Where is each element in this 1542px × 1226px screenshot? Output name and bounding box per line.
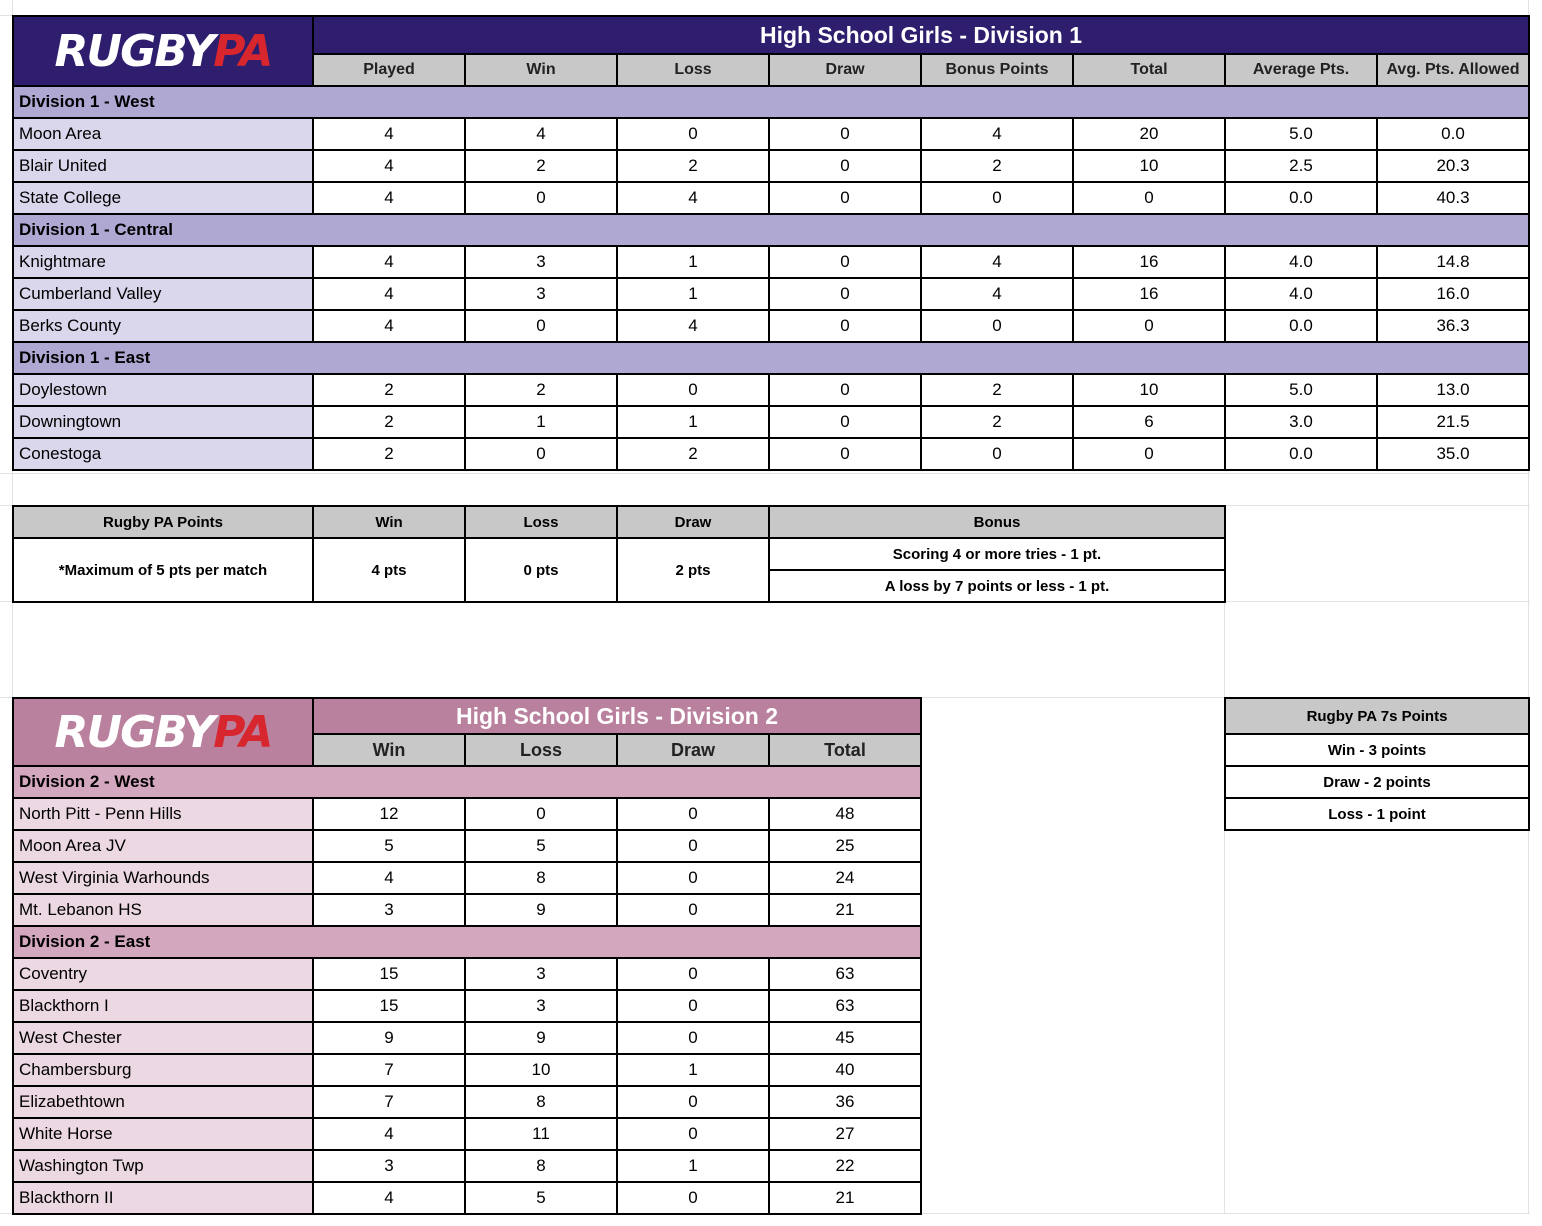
division-2-table <box>12 697 922 1215</box>
division-2-title: High School Girls - Division 2 <box>313 698 921 734</box>
table-row <box>13 246 1529 278</box>
stat-cell: 0.0 <box>1225 182 1377 214</box>
stat-cell: 4 <box>617 182 769 214</box>
sevens-points-table <box>1224 697 1530 831</box>
stat-cell: 2 <box>617 150 769 182</box>
column-header: Avg. Pts. Allowed <box>1377 54 1529 86</box>
stat-cell: 10 <box>465 1054 617 1086</box>
team-name: Blackthorn I <box>13 990 313 1022</box>
stat-cell: 4 <box>617 310 769 342</box>
sevens-win-points: Win - 3 points <box>1225 734 1529 766</box>
stat-cell: 0 <box>769 246 921 278</box>
section-title: Division 1 - Central <box>13 214 1529 246</box>
section-title: Division 2 - West <box>13 766 921 798</box>
stat-cell: 0 <box>769 182 921 214</box>
column-header: Loss <box>617 54 769 86</box>
table-row <box>13 406 1529 438</box>
stat-cell: 16.0 <box>1377 278 1529 310</box>
section-title: Division 1 - East <box>13 342 1529 374</box>
draw-points: 2 pts <box>617 538 769 602</box>
team-name: Coventry <box>13 958 313 990</box>
stat-cell: 15 <box>313 990 465 1022</box>
stat-cell: 0 <box>617 798 769 830</box>
stat-cell: 5 <box>465 830 617 862</box>
rugby-pa-points-table <box>12 505 1226 603</box>
stat-cell: 0 <box>769 374 921 406</box>
logo-text-rugby: RUGBY <box>54 706 214 758</box>
table-row <box>13 310 1529 342</box>
table-row <box>13 1118 921 1150</box>
stat-cell: 2.5 <box>1225 150 1377 182</box>
stat-cell: 0 <box>617 990 769 1022</box>
stat-cell: 21 <box>769 1182 921 1214</box>
stat-cell: 0 <box>769 150 921 182</box>
stat-cell: 3 <box>313 894 465 926</box>
stat-cell: 8 <box>465 1150 617 1182</box>
stat-cell: 6 <box>1073 406 1225 438</box>
sevens-loss-points: Loss - 1 point <box>1225 798 1529 830</box>
stat-cell: 0 <box>617 1022 769 1054</box>
stat-cell: 0 <box>1073 310 1225 342</box>
team-name: State College <box>13 182 313 214</box>
stat-cell: 9 <box>313 1022 465 1054</box>
table-row <box>13 862 921 894</box>
stat-cell: 4 <box>313 150 465 182</box>
stat-cell: 0 <box>617 894 769 926</box>
rugby-pa-logo <box>13 16 313 86</box>
stat-cell: 5.0 <box>1225 374 1377 406</box>
stat-cell: 4 <box>313 310 465 342</box>
stat-cell: 0 <box>769 438 921 470</box>
stat-cell: 5 <box>465 1182 617 1214</box>
team-name: North Pitt - Penn Hills <box>13 798 313 830</box>
bonus-tries: Scoring 4 or more tries - 1 pt. <box>769 538 1225 570</box>
column-header: Win <box>313 734 465 766</box>
stat-cell: 0 <box>769 406 921 438</box>
stat-cell: 27 <box>769 1118 921 1150</box>
stat-cell: 40 <box>769 1054 921 1086</box>
max-points-note: *Maximum of 5 pts per match <box>13 538 313 602</box>
stat-cell: 0 <box>617 1182 769 1214</box>
bonus-close-loss: A loss by 7 points or less - 1 pt. <box>769 570 1225 602</box>
stat-cell: 4 <box>313 1118 465 1150</box>
team-name: Moon Area JV <box>13 830 313 862</box>
stat-cell: 35.0 <box>1377 438 1529 470</box>
table-row <box>13 958 921 990</box>
section-row <box>13 766 921 798</box>
stat-cell: 4 <box>313 118 465 150</box>
stat-cell: 21.5 <box>1377 406 1529 438</box>
stat-cell: 0 <box>769 118 921 150</box>
stat-cell: 0 <box>617 1086 769 1118</box>
stat-cell: 3 <box>313 1150 465 1182</box>
stat-cell: 2 <box>313 374 465 406</box>
stat-cell: 2 <box>313 406 465 438</box>
win-points: 4 pts <box>313 538 465 602</box>
stat-cell: 3 <box>465 990 617 1022</box>
table-row <box>13 374 1529 406</box>
stat-cell: 1 <box>617 406 769 438</box>
stat-cell: 12 <box>313 798 465 830</box>
column-header: Win <box>465 54 617 86</box>
stat-cell: 4 <box>921 246 1073 278</box>
team-name: Blair United <box>13 150 313 182</box>
points-header: Rugby PA Points <box>13 506 313 538</box>
stat-cell: 15 <box>313 958 465 990</box>
table-row <box>13 182 1529 214</box>
stat-cell: 16 <box>1073 246 1225 278</box>
team-name: Berks County <box>13 310 313 342</box>
stat-cell: 2 <box>313 438 465 470</box>
column-header: Played <box>313 54 465 86</box>
stat-cell: 1 <box>617 246 769 278</box>
stat-cell: 4.0 <box>1225 246 1377 278</box>
stat-cell: 13.0 <box>1377 374 1529 406</box>
team-name: Doylestown <box>13 374 313 406</box>
stat-cell: 2 <box>921 374 1073 406</box>
team-name: Elizabethtown <box>13 1086 313 1118</box>
stat-cell: 3 <box>465 278 617 310</box>
stat-cell: 7 <box>313 1054 465 1086</box>
stat-cell: 3 <box>465 246 617 278</box>
stat-cell: 0 <box>921 438 1073 470</box>
team-name: White Horse <box>13 1118 313 1150</box>
stat-cell: 2 <box>465 150 617 182</box>
stat-cell: 36 <box>769 1086 921 1118</box>
section-title: Division 1 - West <box>13 86 1529 118</box>
stat-cell: 16 <box>1073 278 1225 310</box>
points-header: Win <box>313 506 465 538</box>
team-name: Mt. Lebanon HS <box>13 894 313 926</box>
stat-cell: 25 <box>769 830 921 862</box>
stat-cell: 0 <box>617 118 769 150</box>
column-header: Bonus Points <box>921 54 1073 86</box>
section-row <box>13 342 1529 374</box>
stat-cell: 3.0 <box>1225 406 1377 438</box>
stat-cell: 0 <box>1073 438 1225 470</box>
stat-cell: 0 <box>465 310 617 342</box>
stat-cell: 2 <box>617 438 769 470</box>
grid-line <box>0 473 1530 474</box>
stat-cell: 0 <box>617 830 769 862</box>
stat-cell: 0 <box>617 862 769 894</box>
team-name: Downingtown <box>13 406 313 438</box>
logo-text-pa: PA <box>213 706 272 758</box>
column-header: Total <box>1073 54 1225 86</box>
stat-cell: 4 <box>313 246 465 278</box>
section-title: Division 2 - East <box>13 926 921 958</box>
stat-cell: 0 <box>465 798 617 830</box>
table-row <box>13 798 921 830</box>
team-name: West Virginia Warhounds <box>13 862 313 894</box>
table-row <box>13 1054 921 1086</box>
column-header: Draw <box>769 54 921 86</box>
logo-text-rugby: RUGBY <box>54 25 214 77</box>
team-name: Cumberland Valley <box>13 278 313 310</box>
team-name: West Chester <box>13 1022 313 1054</box>
stat-cell: 5 <box>313 830 465 862</box>
stat-cell: 48 <box>769 798 921 830</box>
stat-cell: 0 <box>617 374 769 406</box>
team-name: Conestoga <box>13 438 313 470</box>
stat-cell: 63 <box>769 958 921 990</box>
stat-cell: 1 <box>465 406 617 438</box>
stat-cell: 10 <box>1073 374 1225 406</box>
stat-cell: 0 <box>769 278 921 310</box>
table-row <box>13 1150 921 1182</box>
table-row <box>13 1022 921 1054</box>
division-1-title: High School Girls - Division 1 <box>313 16 1529 54</box>
sevens-draw-points: Draw - 2 points <box>1225 766 1529 798</box>
table-row <box>13 150 1529 182</box>
table-row <box>13 1086 921 1118</box>
stat-cell: 1 <box>617 278 769 310</box>
points-header: Draw <box>617 506 769 538</box>
stat-cell: 4 <box>313 1182 465 1214</box>
section-row <box>13 214 1529 246</box>
stat-cell: 21 <box>769 894 921 926</box>
points-header: Bonus <box>769 506 1225 538</box>
stat-cell: 0.0 <box>1225 438 1377 470</box>
loss-points: 0 pts <box>465 538 617 602</box>
stat-cell: 20 <box>1073 118 1225 150</box>
column-header: Draw <box>617 734 769 766</box>
team-name: Blackthorn II <box>13 1182 313 1214</box>
rugby-pa-logo <box>13 698 313 766</box>
stat-cell: 4 <box>313 182 465 214</box>
table-row <box>13 894 921 926</box>
team-name: Washington Twp <box>13 1150 313 1182</box>
stat-cell: 4 <box>921 118 1073 150</box>
column-header: Total <box>769 734 921 766</box>
section-row <box>13 86 1529 118</box>
team-name: Knightmare <box>13 246 313 278</box>
stat-cell: 0 <box>465 438 617 470</box>
team-name: Moon Area <box>13 118 313 150</box>
table-row <box>13 990 921 1022</box>
stat-cell: 8 <box>465 1086 617 1118</box>
column-header: Average Pts. <box>1225 54 1377 86</box>
stat-cell: 0 <box>617 958 769 990</box>
stat-cell: 0 <box>1073 182 1225 214</box>
table-row <box>13 118 1529 150</box>
stat-cell: 10 <box>1073 150 1225 182</box>
stat-cell: 20.3 <box>1377 150 1529 182</box>
stat-cell: 3 <box>465 958 617 990</box>
grid-line <box>1224 505 1225 1213</box>
stat-cell: 4 <box>921 278 1073 310</box>
stat-cell: 4 <box>313 278 465 310</box>
team-name: Chambersburg <box>13 1054 313 1086</box>
stat-cell: 4 <box>313 862 465 894</box>
stat-cell: 4.0 <box>1225 278 1377 310</box>
stat-cell: 2 <box>921 406 1073 438</box>
stat-cell: 40.3 <box>1377 182 1529 214</box>
stat-cell: 0.0 <box>1377 118 1529 150</box>
stat-cell: 2 <box>465 374 617 406</box>
stat-cell: 8 <box>465 862 617 894</box>
stat-cell: 4 <box>465 118 617 150</box>
logo-text-pa: PA <box>213 25 272 77</box>
stat-cell: 1 <box>617 1054 769 1086</box>
division-1-table <box>12 15 1530 471</box>
stat-cell: 5.0 <box>1225 118 1377 150</box>
sevens-points-title: Rugby PA 7s Points <box>1225 698 1529 734</box>
stat-cell: 0 <box>769 310 921 342</box>
stat-cell: 7 <box>313 1086 465 1118</box>
section-row <box>13 926 921 958</box>
stat-cell: 9 <box>465 894 617 926</box>
table-row <box>13 1182 921 1214</box>
stat-cell: 36.3 <box>1377 310 1529 342</box>
table-row <box>13 438 1529 470</box>
stat-cell: 11 <box>465 1118 617 1150</box>
points-header: Loss <box>465 506 617 538</box>
stat-cell: 1 <box>617 1150 769 1182</box>
stat-cell: 0 <box>921 182 1073 214</box>
stat-cell: 14.8 <box>1377 246 1529 278</box>
stat-cell: 9 <box>465 1022 617 1054</box>
table-row <box>13 278 1529 310</box>
stat-cell: 45 <box>769 1022 921 1054</box>
stat-cell: 22 <box>769 1150 921 1182</box>
stat-cell: 0 <box>921 310 1073 342</box>
stat-cell: 0.0 <box>1225 310 1377 342</box>
table-row <box>13 830 921 862</box>
stat-cell: 24 <box>769 862 921 894</box>
stat-cell: 2 <box>921 150 1073 182</box>
stat-cell: 0 <box>617 1118 769 1150</box>
stat-cell: 0 <box>465 182 617 214</box>
column-header: Loss <box>465 734 617 766</box>
stat-cell: 63 <box>769 990 921 1022</box>
